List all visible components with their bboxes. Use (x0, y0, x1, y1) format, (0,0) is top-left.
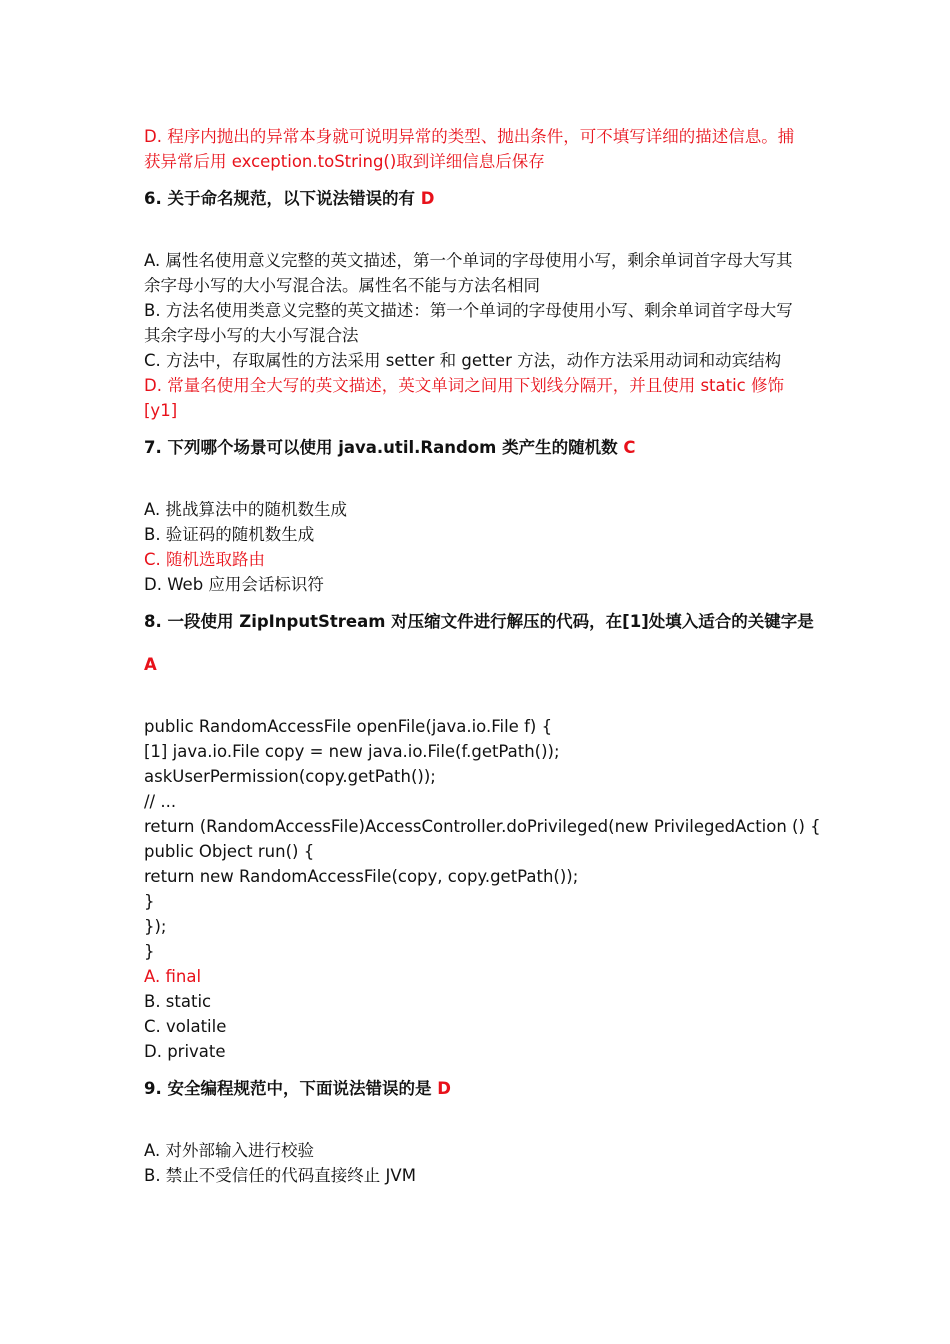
code-line: return new RandomAccessFile(copy, copy.getPath()); (144, 867, 579, 886)
q5-option-d-line2: 获异常后用 exception.toString()取到详细信息后保存 (144, 152, 545, 171)
code-line: } (144, 892, 155, 911)
question-7-answer: C (623, 438, 636, 457)
q7-option-a: A. 挑战算法中的随机数生成 (144, 500, 347, 519)
question-8-answer: A (144, 655, 157, 674)
question-7-text: 7. 下列哪个场景可以使用 java.util.Random 类产生的随机数 (144, 438, 618, 457)
q5-option-d-line1: D. 程序内抛出的异常本身就可说明异常的类型、抛出条件，可不填写详细的描述信息。捕 (144, 127, 795, 146)
question-6-answer: D (420, 189, 435, 208)
question-9-answer: D (437, 1079, 451, 1098)
q7-option-d: D. Web 应用会话标识符 (144, 575, 324, 594)
q6-option-c: C. 方法中，存取属性的方法采用 setter 和 getter 方法，动作方法采用动词和动宾结构 (144, 351, 782, 370)
q7-option-b: B. 验证码的随机数生成 (144, 525, 315, 544)
question-6-title (144, 186, 810, 211)
question-9-text: 9. 安全编程规范中，下面说法错误的是 (144, 1079, 432, 1098)
question-7-title (144, 435, 810, 460)
question-6-text: 6. 关于命名规范，以下说法错误的有 (144, 189, 415, 208)
code-line: public Object run() { (144, 842, 315, 861)
code-line: public RandomAccessFile openFile(java.io.File f) { (144, 717, 553, 736)
code-line: return (RandomAccessFile)AccessController.doPrivileged(new PrivilegedAction () { (144, 817, 821, 836)
q6-option-d-line1: D. 常量名使用全大写的英文描述，英文单词之间用下划线分隔开，并且使用 static 修饰 (144, 376, 784, 395)
q6-option-b-line1: B. 方法名使用类意义完整的英文描述：第一个单词的字母使用小写、剩余单词首字母大写 (144, 301, 793, 320)
question-9-title (144, 1076, 810, 1101)
q8-option-d: D. private (144, 1042, 226, 1061)
q9-option-a: A. 对外部输入进行校验 (144, 1141, 314, 1160)
q8-option-a: A. final (144, 967, 202, 986)
q7-option-c: C. 随机选取路由 (144, 550, 266, 569)
q6-option-b-line2: 其余字母小写的大小写混合法 (144, 326, 359, 345)
q8-option-c: C. volatile (144, 1017, 227, 1036)
q8-option-b: B. static (144, 992, 212, 1011)
q6-option-a-line1: A. 属性名使用意义完整的英文描述，第一个单词的字母使用小写，剩余单词首字母大写其 (144, 251, 793, 270)
question-8-title: 8. 一段使用 ZipInputStream 对压缩文件进行解压的代码，在[1]处填入适合的关键字是 (144, 612, 814, 631)
document-content (144, 124, 821, 1188)
q9-option-b: B. 禁止不受信任的代码直接终止 JVM (144, 1166, 416, 1185)
q6-option-a-line2: 余字母小写的大小写混合法。属性名不能与方法名相同 (144, 276, 540, 295)
q8-code-block (144, 714, 821, 964)
code-line: } (144, 942, 155, 961)
q6-option-d-line2: [y1] (144, 401, 178, 420)
code-line: // ... (144, 792, 177, 811)
code-line: [1] java.io.File copy = new java.io.File(f.getPath()); (144, 742, 560, 761)
code-line: }); (144, 917, 167, 936)
code-line: askUserPermission(copy.getPath()); (144, 767, 436, 786)
